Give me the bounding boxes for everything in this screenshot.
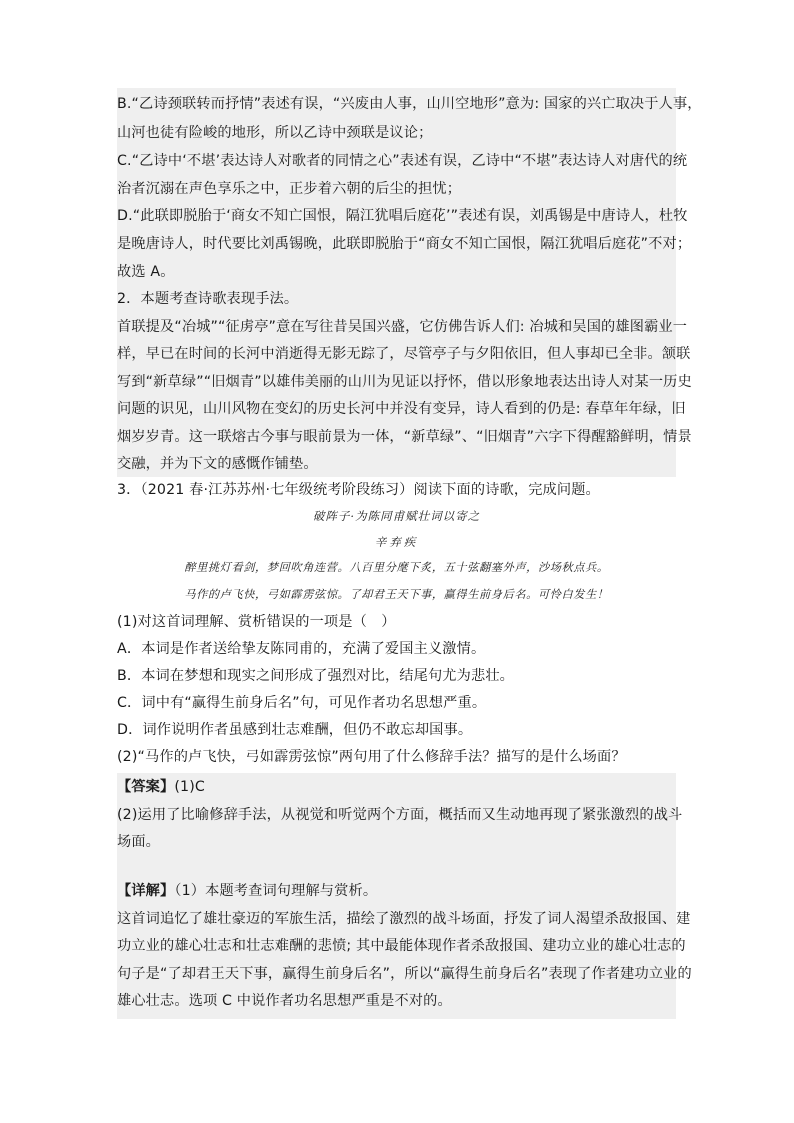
detail-line: 句子是“了却君王天下事，赢得生前身后名”，所以“赢得生前身后名”表现了作者建功立业的 [117, 966, 692, 982]
sub-question-1: (1)对这首词理解、赏析错误的一项是（ ） [117, 614, 396, 630]
detail-line: 雄心壮志。选项 C 中说作者功名思想严重是不对的。 [117, 993, 452, 1009]
detail-heading-line [117, 878, 377, 905]
answer-text-1: (1)C [174, 779, 205, 795]
poem-author: 辛弃疾 [374, 535, 419, 549]
poem-verse-1: 醉里挑灯看剑，梦回吹角连营。八百里分麾下炙，五十弦翻塞外声，沙场秋点兵。 [184, 561, 609, 574]
answer-line-3: 场面。 [117, 834, 161, 850]
option-b: B．本词在梦想和现实之间形成了强烈对比，结尾句尤为悲壮。 [117, 668, 514, 684]
explanation-heading: 2．本题考查诗歌表现手法。 [117, 291, 299, 307]
detail-heading: （1）本题考查词句理解与赏析。 [174, 883, 378, 899]
explanation-line: 治者沉溺在声色享乐之中，正步着六朝的后尘的担忧； [117, 181, 462, 197]
explanation-line: 交融，并为下文的感慨作铺垫。 [117, 456, 318, 472]
answer-line-2: (2)运用了比喻修辞手法，从视觉和听觉两个方面，概括而又生动地再现了紧张激烈的战斗 [117, 807, 683, 823]
explanation-line: 是晚唐诗人，时代要比刘禹锡晚，此联即脱胎于“商女不知亡国恨，隔江犹唱后庭花”不对； [117, 236, 692, 252]
option-d: D．词作说明作者虽感到壮志难酬，但仍不敢忘却国事。 [117, 722, 473, 738]
explanation-line: C.“乙诗中‘不堪’表达诗人对歌者的同情之心”表述有误，乙诗中“不堪”表达诗人对唐代的统 [117, 153, 688, 169]
explanation-line: 山河也徒有险峻的地形，所以乙诗中颈联是议论； [117, 125, 433, 141]
explanation-line: 问题的识见，山川风物在变幻的历史长河中并没有变异，诗人看到的仍是: 春草年年绿，旧 [117, 401, 686, 417]
question-stem: 3．（2021 春·江苏苏州·七年级统考阶段练习）阅读下面的诗歌，完成问题。 [117, 482, 600, 498]
option-c: C．词中有“赢得生前身后名”句，可见作者功名思想严重。 [117, 695, 487, 711]
explanation-line: 首联提及“冶城”“征虏亭”意在写往昔吴国兴盛，它仿佛告诉人们: 冶城和吴国的雄图霸业一 [117, 319, 688, 335]
explanation-line: 样，早已在时间的长河中消逝得无影无踪了，尽管亭子与夕阳依旧，但人事却已全非。颔联 [117, 346, 691, 362]
answer-label: 【答案】 [117, 779, 175, 795]
explanation-line: 故选 A。 [117, 264, 175, 280]
poem-verse-2: 马作的卢飞快，弓如霹雳弦惊。了却君王天下事，赢得生前身后名。可怜白发生！ [184, 588, 609, 601]
explanation-line: B.“乙诗颈联转而抒情”表述有误，“兴废由人事，山川空地形”意为: 国家的兴亡取决于人事， [117, 96, 702, 112]
detail-label: 【详解】 [117, 883, 175, 899]
poem-title: 破阵子·为陈同甫赋壮词以寄之 [312, 509, 481, 523]
explanation-line: 烟岁岁青。这一联熔古今事与眼前景为一体，“新草绿”、“旧烟青”六字下得醒豁鲜明，情景 [117, 429, 692, 445]
detail-line: 这首词追忆了雄壮豪迈的军旅生活，描绘了激烈的战斗场面，抒发了词人渴望杀敌报国、建 [117, 911, 691, 927]
detail-line: 功立业的雄心壮志和壮志难酬的悲愤; 其中最能体现作者杀敌报国、建功立业的雄心壮志的 [117, 938, 686, 954]
sub-question-2: (2)“马作的卢飞快，弓如霹雳弦惊”两句用了什么修辞手法？描写的是什么场面？ [117, 749, 626, 765]
option-a: A．本词是作者送给挚友陈同甫的，充满了爱国主义激情。 [117, 641, 486, 657]
answer-line-1 [117, 774, 205, 801]
explanation-line: 写到“新草绿”“旧烟青”以雄伟美丽的山川为见证以抒怀，借以形象地表达出诗人对某一历史 [117, 374, 692, 390]
explanation-line: D.“此联即脱胎于‘商女不知亡国恨，隔江犹唱后庭花’”表述有误，刘禹锡是中唐诗人，杜牧 [117, 208, 688, 224]
